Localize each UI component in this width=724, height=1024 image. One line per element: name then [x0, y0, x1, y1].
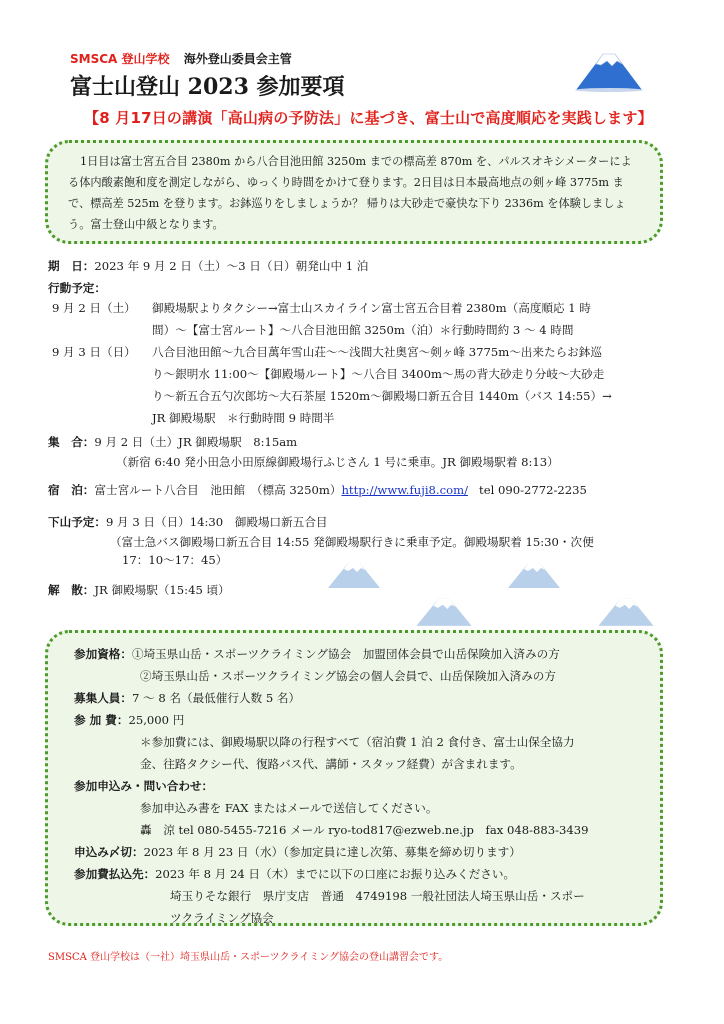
payment-label: 参加費払込先：	[74, 867, 156, 881]
fee-value: 25,000 円	[128, 713, 185, 727]
deadline-label: 申込み〆切：	[74, 845, 144, 859]
deadline-row	[74, 844, 521, 860]
organizer-line	[70, 50, 292, 67]
deadline-value: 2023 年 8 月 23 日（水）（参加定員に達し次第、募集を締め切ります）	[143, 845, 521, 859]
intro-box	[45, 140, 663, 244]
day2-line-2: り～銀明水 11:00～【御殿場ルート】～八合目 3400m～馬の背大砂走り分岐～大砂走	[152, 367, 605, 381]
committee-name: 海外登山委員会主管	[183, 52, 292, 66]
lodging-row	[48, 482, 587, 498]
dismissal-value: JR 御殿場駅（15:45 頃）	[94, 583, 230, 597]
day1-line-2: 間）～【富士宮ルート】～八合目池田館 3250m（泊）＊行動時間約 3 ～ 4 時間	[152, 323, 574, 337]
recruit-row	[74, 690, 300, 706]
meeting-row	[48, 434, 297, 450]
apply-line-2: 轟 涼 tel 080-5455-7216 メール ryo-tod817@ezweb.ne.jp fax 048-883-3439	[140, 823, 589, 837]
apply-line-1: 参加申込み書を FAX またはメールで送信してください。	[140, 801, 438, 815]
fee-label: 参 加 費：	[74, 713, 129, 727]
day2-line-3: り～新五合五勺次郎坊～大石茶屋 1520m～御殿場口新五合目 1440m（バス 14:55）→	[152, 389, 612, 403]
dismissal-row	[48, 582, 230, 598]
period-value: 2023 年 9 月 2 日（土）～3 日（日）朝発山中 1 泊	[94, 259, 369, 273]
lodging-value: 富士宮ルート八合目 池田館 （標高 3250m）	[94, 483, 342, 497]
descent-note-1: （富士急バス御殿場口新五合目 14:55 発御殿場駅行きに乗車予定。御殿場駅着 15:30・次便	[110, 535, 594, 549]
payment-value: 2023 年 8 月 24 日（木）までに以下の口座にお振り込みください。	[155, 867, 516, 881]
meeting-note: （新宿 6:40 発小田急小田原線御殿場行ふじさん 1 号に乗車。JR 御殿場駅着 8:13）	[116, 455, 559, 469]
payment-row	[74, 866, 515, 882]
page-subtitle: 【8 月17日の講演「高山病の予防法」に基づき、富士山で高度順応を実践します】	[84, 109, 653, 127]
fee-row	[74, 712, 184, 728]
footer-note: SMSCA 登山学校は（一社）埼玉県山岳・スポーツクライミング協会の登山講習会です。	[48, 952, 449, 963]
fee-note-2: 金、往路タクシー代、復路バス代、講師・スタッフ経費）が含まれます。	[140, 757, 522, 771]
recruit-label: 募集人員：	[74, 691, 132, 705]
mountain-icon	[326, 556, 382, 590]
recruit-value: 7 ～ 8 名（最低催行人数 5 名）	[131, 691, 301, 705]
plan-label: 行動予定：	[48, 281, 106, 295]
descent-value: 9 月 3 日（日）14:30 御殿場口新五合目	[105, 515, 328, 529]
intro-text: 1日目は富士宮五合目 2380m から八合目池田館 3250m までの標高差 870m を、パルスオキシメーターによる体内酸素飽和度を測定しながら、ゆっくり時間をかけて登ります。2日目は日本最高地点の剣ヶ峰 3775m まで、標高差 525m を登ります。お鉢巡りをしましょうか？ 帰りは大砂走で豪快な下り 2336m を体験しましょう。富士登山中級となります。	[68, 155, 632, 231]
day1-line-1: 御殿場駅よりタクシー→富士山スカイライン富士宮五合目着 2380m（高度順応 1 時	[152, 301, 591, 315]
bank-line-1: 埼玉りそな銀行 県庁支店 普通 4749198 一般社団法人埼玉県山岳・スポー	[170, 889, 585, 903]
descent-label: 下山予定：	[48, 515, 106, 529]
lodging-url-link[interactable]: http://www.fuji8.com/	[341, 483, 468, 497]
mountain-icon	[414, 592, 474, 628]
period-label: 期 日：	[48, 259, 95, 273]
fee-note-1: ＊参加費には、御殿場駅以降の行程すべて（宿泊費 1 泊 2 食付き、富士山保全協力	[140, 735, 575, 749]
period-row	[48, 258, 368, 274]
descent-row	[48, 514, 328, 530]
day2-date: 9 月 3 日（日）	[52, 345, 136, 359]
qualification-2: ②埼玉県山岳・スポーツクライミング協会の個人会員で、山岳保険加入済みの方	[140, 669, 556, 683]
mount-fuji-icon	[574, 46, 644, 92]
qualification-row	[74, 646, 560, 662]
qualification-1: ①埼玉県山岳・スポーツクライミング協会 加盟団体会員で山岳保険加入済みの方	[131, 647, 560, 661]
lodging-tel: tel 090-2772-2235	[479, 483, 587, 497]
qualification-label: 参加資格：	[74, 647, 132, 661]
day1-date: 9 月 2 日（土）	[52, 301, 136, 315]
dismissal-label: 解 散：	[48, 583, 95, 597]
mountain-icon	[506, 556, 562, 590]
school-name: SMSCA 登山学校	[70, 52, 170, 66]
day2-line-4: JR 御殿場駅 ＊行動時間 9 時間半	[152, 411, 335, 425]
descent-note-2: 17：10～17：45）	[122, 553, 228, 567]
meeting-value: 9 月 2 日（土）JR 御殿場駅 8:15am	[94, 435, 298, 449]
lodging-label: 宿 泊：	[48, 483, 95, 497]
page-title: 富士山登山 2023 参加要項	[70, 74, 345, 100]
meeting-label: 集 合：	[48, 435, 95, 449]
mountain-icon	[596, 592, 656, 628]
bank-line-2: ツクライミング協会	[170, 911, 274, 925]
day2-line-1: 八合目池田館～九合目萬年雪山荘～～浅間大社奥宮～剣ヶ峰 3775m～出来たらお鉢巡	[152, 345, 602, 359]
apply-label: 参加申込み・問い合わせ：	[74, 779, 214, 793]
